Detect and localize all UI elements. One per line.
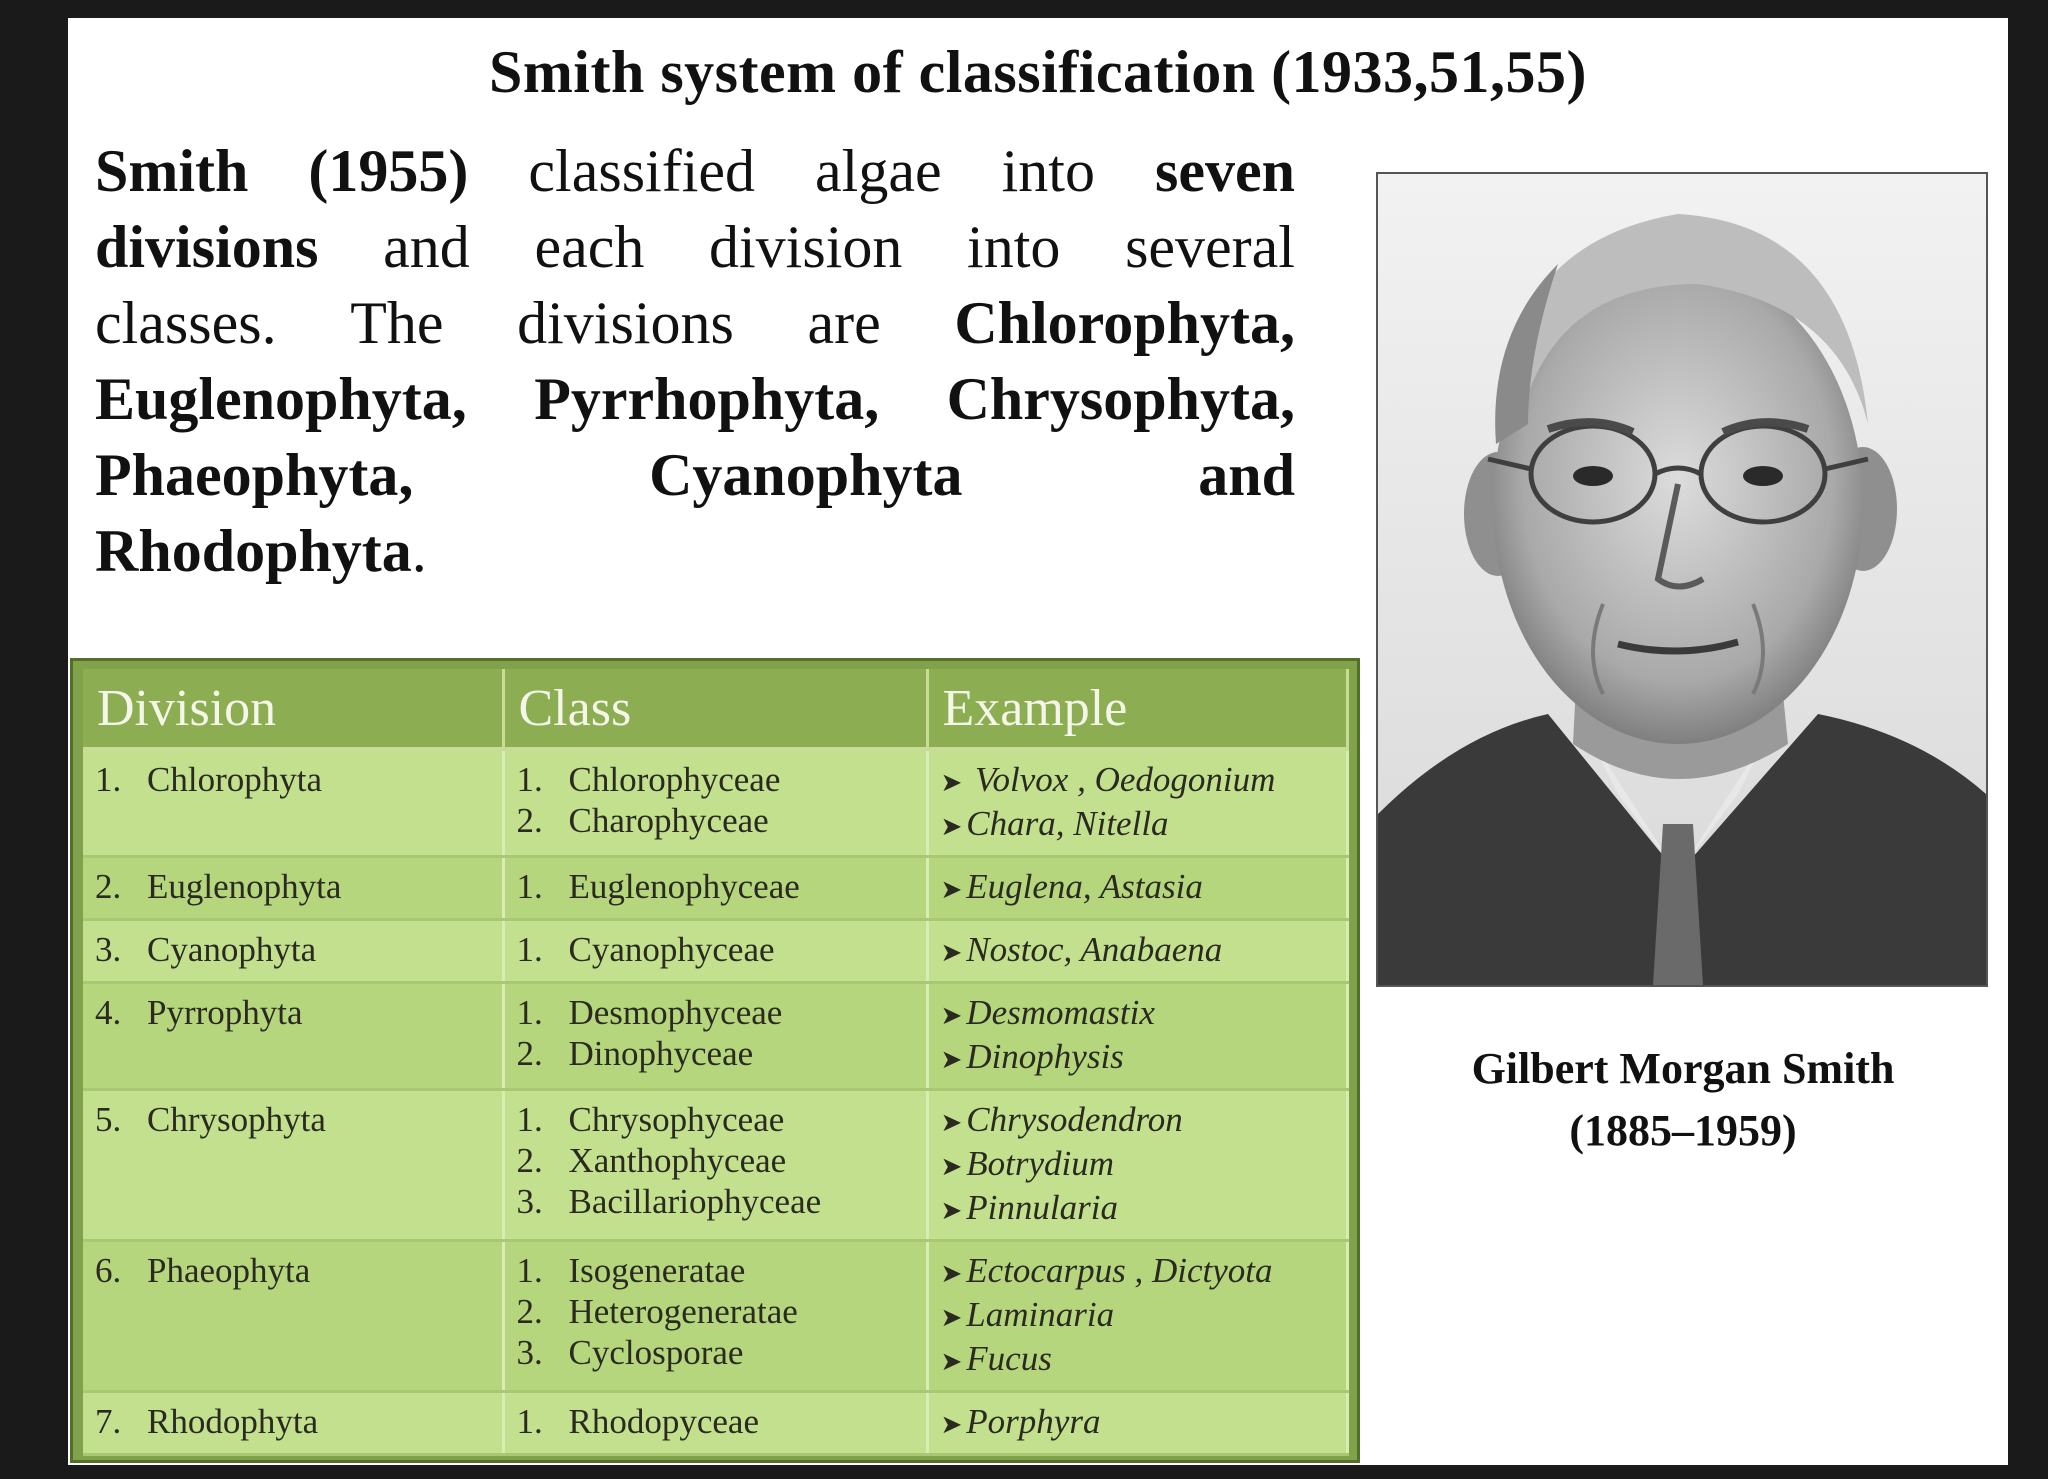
division-number: 3. [95,930,122,969]
class-item [517,800,912,841]
example-text: Dinophysis [966,1037,1124,1076]
class-name: Cyanophyceae [568,930,775,969]
class-cell [503,857,927,920]
example-cell [927,1090,1348,1241]
example-text: Volvox , Oedogonium [966,760,1276,799]
bullet-arrow-icon: ➤ [940,875,963,904]
example-cell [927,857,1348,920]
division-cell [83,920,503,983]
division-name: Cyanophyta [147,930,317,969]
class-cell [503,983,927,1090]
class-item [517,1099,912,1140]
class-number: 1. [516,760,543,799]
word: several [1125,214,1295,280]
word: seven [1155,138,1295,204]
bullet-arrow-icon: ➤ [940,1410,963,1439]
example-item [941,1401,1333,1445]
example-text: Pinnularia [966,1188,1118,1227]
word: and [383,214,470,280]
word: Cyanophyta [649,442,963,508]
class-item [517,1401,912,1442]
example-text: Desmomastix [966,993,1155,1032]
word: are [807,290,881,356]
example-item [941,759,1333,803]
portrait-photo [1376,172,1988,987]
division-cell [83,1090,503,1241]
division-name: Euglenophyta [147,867,342,906]
bullet-arrow-icon: ➤ [940,1045,963,1074]
class-number: 1. [516,1100,543,1139]
word: into [967,214,1061,280]
class-name: Euglenophyceae [568,867,800,906]
bullet-arrow-icon: ➤ [940,1303,963,1332]
division-name: Rhodophyta [147,1402,319,1441]
division-name: Chrysophyta [147,1100,326,1139]
example-item [941,1250,1333,1294]
class-number: 3. [516,1182,543,1221]
example-item [941,1294,1333,1338]
word: Euglenophyta, [95,366,467,432]
division-number: 6. [95,1251,122,1290]
example-text: Fucus [966,1339,1052,1378]
division-cell [83,1392,503,1455]
classification-table-frame [70,658,1360,1463]
example-text: Botrydium [966,1144,1115,1183]
class-item [517,1250,912,1291]
class-name: Xanthophyceae [568,1141,787,1180]
division-cell [83,749,503,857]
class-name: Bacillariophyceae [568,1182,822,1221]
class-cell [503,749,927,857]
division-number: 5. [95,1100,122,1139]
table-row [83,749,1348,857]
class-number: 2. [516,1141,543,1180]
bullet-arrow-icon: ➤ [940,1108,963,1137]
class-item [517,1291,912,1332]
class-number: 2. [516,801,543,840]
example-text: Nostoc, Anabaena [966,930,1223,969]
class-item [517,1332,912,1373]
class-name: Chlorophyceae [568,760,781,799]
example-item [941,1099,1333,1143]
class-cell [503,920,927,983]
class-name: Dinophyceae [568,1034,754,1073]
bullet-arrow-icon: ➤ [940,1001,963,1030]
class-number: 1. [516,1251,543,1290]
paragraph-line [95,209,1295,285]
example-cell [927,920,1348,983]
division-cell [83,983,503,1090]
class-name: Chrysophyceae [568,1100,785,1139]
class-item [517,759,912,800]
example-item [941,992,1333,1036]
classification-table [83,669,1349,1456]
class-number: 2. [516,1034,543,1073]
paragraph-line [95,285,1295,361]
table-row [83,983,1348,1090]
class-item [517,992,912,1033]
division-number: 2. [95,867,122,906]
slide [68,18,2008,1465]
example-cell [927,1392,1348,1455]
table-row [83,1392,1348,1455]
table-header-row [83,669,1348,749]
class-name: Cyclosporae [568,1333,744,1372]
word: algae [815,138,942,204]
example-item [941,803,1333,847]
bullet-arrow-icon: ➤ [940,1196,963,1225]
example-text: Chrysodendron [966,1100,1183,1139]
division-name: Chlorophyta [147,760,322,799]
paragraph-line [95,513,1295,589]
word: Chlorophyta, [954,290,1295,356]
word: classes. [95,290,277,356]
word: Rhodophyta [95,518,412,584]
example-text: Euglena, Astasia [966,867,1203,906]
class-number: 2. [516,1292,543,1331]
class-item [517,929,912,970]
word: divisions [95,214,319,280]
paragraph-line [95,361,1295,437]
class-cell [503,1090,927,1241]
division-number: 1. [95,760,122,799]
word: each [534,214,645,280]
example-text: Laminaria [966,1295,1115,1334]
word: . [411,518,427,584]
class-number: 1. [516,930,543,969]
portrait-caption [1368,1038,1998,1162]
example-item [941,1143,1333,1187]
division-name: Phaeophyta [147,1251,311,1290]
word: division [709,214,903,280]
class-number: 1. [516,993,543,1032]
portrait-name: Gilbert Morgan Smith [1471,1044,1895,1093]
example-cell [927,749,1348,857]
division-number: 7. [95,1402,122,1441]
header-class: Class [503,669,927,749]
class-item [517,1181,912,1222]
example-text: Ectocarpus , Dictyota [966,1251,1273,1290]
example-item [941,929,1333,973]
example-item [941,1338,1333,1382]
table-row [83,1241,1348,1392]
example-cell [927,1241,1348,1392]
paragraph-line [95,437,1295,513]
example-item [941,1036,1333,1080]
table-row [83,857,1348,920]
example-item [941,1187,1333,1231]
table-row [83,920,1348,983]
class-number: 1. [516,867,543,906]
word: Chrysophyta, [946,366,1295,432]
word: The [350,290,444,356]
table-row [83,1090,1348,1241]
bullet-arrow-icon: ➤ [940,1259,963,1288]
class-name: Charophyceae [568,801,769,840]
example-cell [927,983,1348,1090]
example-text: Chara, Nitella [966,804,1169,843]
division-cell [83,1241,503,1392]
example-item [941,866,1333,910]
bullet-arrow-icon: ➤ [940,938,963,967]
word: divisions [517,290,734,356]
class-item [517,1033,912,1074]
class-name: Isogeneratae [568,1251,746,1290]
word: into [1001,138,1095,204]
portrait-image [1378,174,1986,985]
division-name: Pyrrophyta [147,993,303,1032]
class-cell [503,1241,927,1392]
class-number: 3. [516,1333,543,1372]
class-name: Heterogeneratae [568,1292,798,1331]
class-item [517,1140,912,1181]
division-number: 4. [95,993,122,1032]
class-item [517,866,912,907]
word: Phaeophyta, [95,442,414,508]
class-cell [503,1392,927,1455]
word: Pyrrhophyta, [534,366,880,432]
bullet-arrow-icon: ➤ [940,1347,963,1376]
word: classified [528,138,755,204]
example-text: Porphyra [966,1402,1101,1441]
header-example: Example [927,669,1348,749]
class-number: 1. [516,1402,543,1441]
intro-paragraph [95,133,1295,589]
word: (1955) [308,138,469,204]
class-name: Rhodopyceae [568,1402,759,1441]
bullet-arrow-icon: ➤ [940,1152,963,1181]
class-name: Desmophyceae [568,993,783,1032]
paragraph-line [95,133,1295,209]
header-division: Division [83,669,503,749]
division-cell [83,857,503,920]
portrait-years: (1885–1959) [1569,1106,1797,1155]
slide-title: Smith system of classification (1933,51,55) [488,39,1588,105]
word: and [1198,442,1295,508]
word: Smith [95,138,249,204]
bullet-arrow-icon: ➤ [940,768,963,797]
bullet-arrow-icon: ➤ [940,812,963,841]
